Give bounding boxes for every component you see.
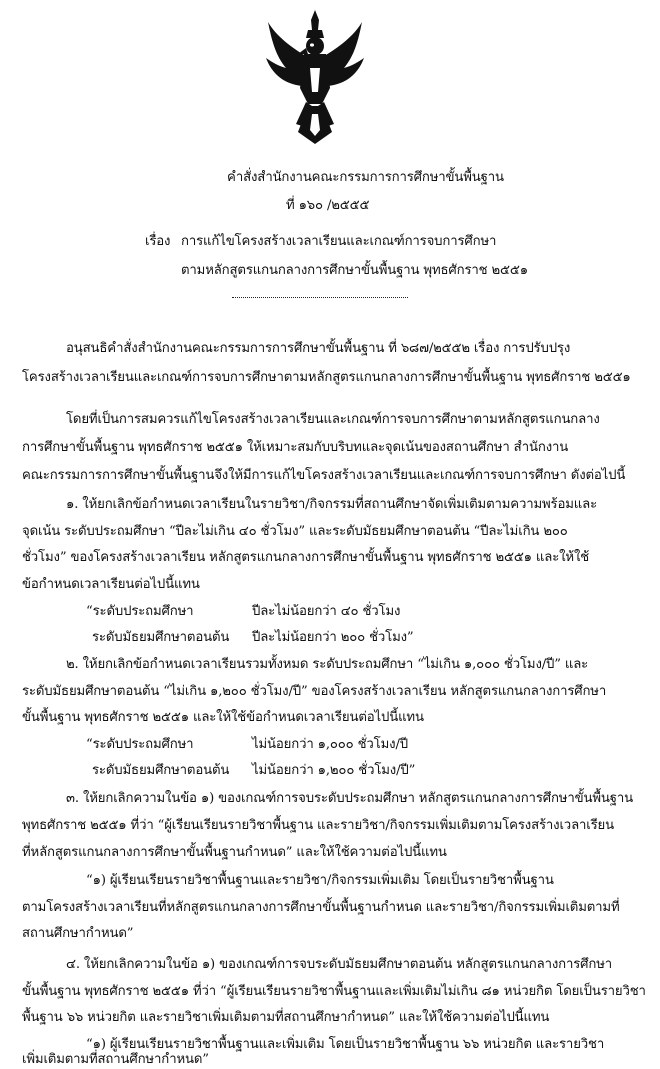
item-2-line: ๒. ให้ยกเลิกข้อกำหนดเวลาเรียนรวมทั้งหมด ระดับประถมศึกษา “ไม่เกิน ๑,๐๐๐ ชั่วโมง/ปี” และ — [66, 657, 589, 672]
table-value: ไม่น้อยกว่า ๑,๐๐๐ ชั่วโมง/ปี — [252, 737, 408, 752]
item-4-line: ๔. ให้ยกเลิกความในข้อ ๑) ของเกณฑ์การจบระดับมัธยมศึกษาตอนต้น หลักสูตรแกนกลางการศึกษา — [66, 957, 612, 972]
order-title: คำสั่งสำนักงานคณะกรรมการการศึกษาขั้นพื้นฐาน — [227, 170, 504, 185]
item-3-quote-line: สถานศึกษากำหนด” — [22, 926, 134, 941]
table-level: ระดับมัธยมศึกษาตอนต้น — [92, 763, 230, 778]
item-4-line: ขั้นพื้นฐาน พุทธศักราช ๒๕๕๑ ที่ว่า “ผู้เรียนเรียนรายวิชาพื้นฐานและเพิ่มเติมไม่เกิน ๘๑ หน่วยกิต โดยเป็นรายวิชา — [22, 984, 646, 999]
item-1-line: ข้อกำหนดเวลาเรียนต่อไปนี้แทน — [22, 577, 200, 592]
item-1-line: จุดเน้น ระดับประถมศึกษา “ปีละไม่เกิน ๔๐ ชั่วโมง” และระดับมัธยมศึกษาตอนต้น “ปีละไม่เกิน ๒๐๐ — [22, 524, 568, 539]
table-value: ปีละไม่น้อยกว่า ๒๐๐ ชั่วโมง” — [252, 630, 414, 645]
item-3-quote-line: ตามโครงสร้างเวลาเรียนที่หลักสูตรแกนกลางการศึกษาขั้นพื้นฐานกำหนด และรายวิชา/กิจกรรมเพิ่มเติมตามที่ — [22, 900, 620, 915]
item-3-quote-line: “๑) ผู้เรียนเรียนรายวิชาพื้นฐานและรายวิชา/กิจกรรมเพิ่มเติม โดยเป็นรายวิชาพื้นฐาน — [86, 873, 554, 888]
subject-line-1: การแก้ไขโครงสร้างเวลาเรียนและเกณฑ์การจบการศึกษา — [181, 234, 497, 249]
item-3-line: ที่หลักสูตรแกนกลางการศึกษาขั้นพื้นฐานกำหนด” และให้ใช้ความต่อไปนี้แทน — [22, 845, 447, 860]
intro-line-2: โครงสร้างเวลาเรียนและเกณฑ์การจบการศึกษาตามหลักสูตรแกนกลางการศึกษาขั้นพื้นฐาน พุทธศักราช ๒๕๕๑ — [22, 370, 631, 385]
paragraph-line: การศึกษาขั้นพื้นฐาน พุทธศักราช ๒๕๕๑ ให้เหมาะสมกับบริบทและจุดเน้นของสถานศึกษา สำนักงาน — [22, 440, 569, 455]
item-2-line: ขั้นพื้นฐาน พุทธศักราช ๒๕๕๑ และให้ใช้ข้อกำหนดเวลาเรียนต่อไปนี้แทน — [22, 710, 424, 725]
item-1-line: ๑. ให้ยกเลิกข้อกำหนดเวลาเรียนในรายวิชา/กิจกรรมที่สถานศึกษาจัดเพิ่มเติมตามความพร้อมและ — [66, 497, 598, 512]
garuda-emblem — [262, 8, 368, 148]
item-1-line: ชั่วโมง” ของโครงสร้างเวลาเรียน หลักสูตรแกนกลางการศึกษาขั้นพื้นฐาน พุทธศักราช ๒๕๕๑ และให้ใช้ — [22, 550, 590, 565]
table-value: ปีละไม่น้อยกว่า ๔๐ ชั่วโมง — [252, 604, 401, 619]
item-3-line: ๓. ให้ยกเลิกความในข้อ ๑) ของเกณฑ์การจบระดับประถมศึกษา หลักสูตรแกนกลางการศึกษาขั้นพื้นฐาน — [66, 791, 633, 806]
table-value: ไม่น้อยกว่า ๑,๒๐๐ ชั่วโมง/ปี” — [252, 763, 416, 778]
subject-line-2: ตามหลักสูตรแกนกลางการศึกษาขั้นพื้นฐาน พุทธศักราช ๒๕๕๑ — [181, 263, 528, 278]
paragraph-line: คณะกรรมการการศึกษาขั้นพื้นฐานจึงให้มีการแก้ไขโครงสร้างเวลาเรียนและเกณฑ์การจบการศึกษา ดังต่อไปนี้ — [22, 468, 626, 483]
table-level: ระดับมัธยมศึกษาตอนต้น — [92, 630, 230, 645]
subject-label: เรื่อง — [145, 234, 171, 249]
item-4-quote-line: เพิ่มเติมตามที่สถานศึกษากำหนด” — [22, 1052, 209, 1067]
table-level: “ระดับประถมศึกษา — [86, 737, 194, 752]
item-4-line: พื้นฐาน ๖๖ หน่วยกิต และรายวิชาเพิ่มเติมตามที่สถานศึกษากำหนด” และให้ใช้ความต่อไปนี้แทน — [22, 1010, 550, 1025]
paragraph-line: โดยที่เป็นการสมควรแก้ไขโครงสร้างเวลาเรียนและเกณฑ์การจบการศึกษาตามหลักสูตรแกนกลาง — [66, 412, 600, 427]
order-number: ที่ ๑๖๐ /๒๕๕๕ — [286, 198, 370, 213]
item-3-line: พุทธศักราช ๒๕๕๑ ที่ว่า “ผู้เรียนเรียนรายวิชาพื้นฐาน และรายวิชา/กิจกรรมเพิ่มเติมตามโครงสร้างเวลาเรียน — [22, 818, 614, 833]
item-2-line: ระดับมัธยมศึกษาตอนต้น “ไม่เกิน ๑,๒๐๐ ชั่วโมง/ปี” ของโครงสร้างเวลาเรียน หลักสูตรแกนกลางการศึกษา — [22, 684, 607, 699]
item-4-quote-line: “๑) ผู้เรียนเรียนรายวิชาพื้นฐานและเพิ่มเติม โดยเป็นรายวิชาพื้นฐาน ๖๖ หน่วยกิต และรายวิชา — [86, 1037, 605, 1052]
intro-line-1: อนุสนธิคำสั่งสำนักงานคณะกรรมการการศึกษาขั้นพื้นฐาน ที่ ๖๘๗/๒๕๕๒ เรื่อง การปรับปรุง — [66, 341, 571, 356]
table-level: “ระดับประถมศึกษา — [86, 604, 194, 619]
separator-dots — [232, 297, 408, 298]
